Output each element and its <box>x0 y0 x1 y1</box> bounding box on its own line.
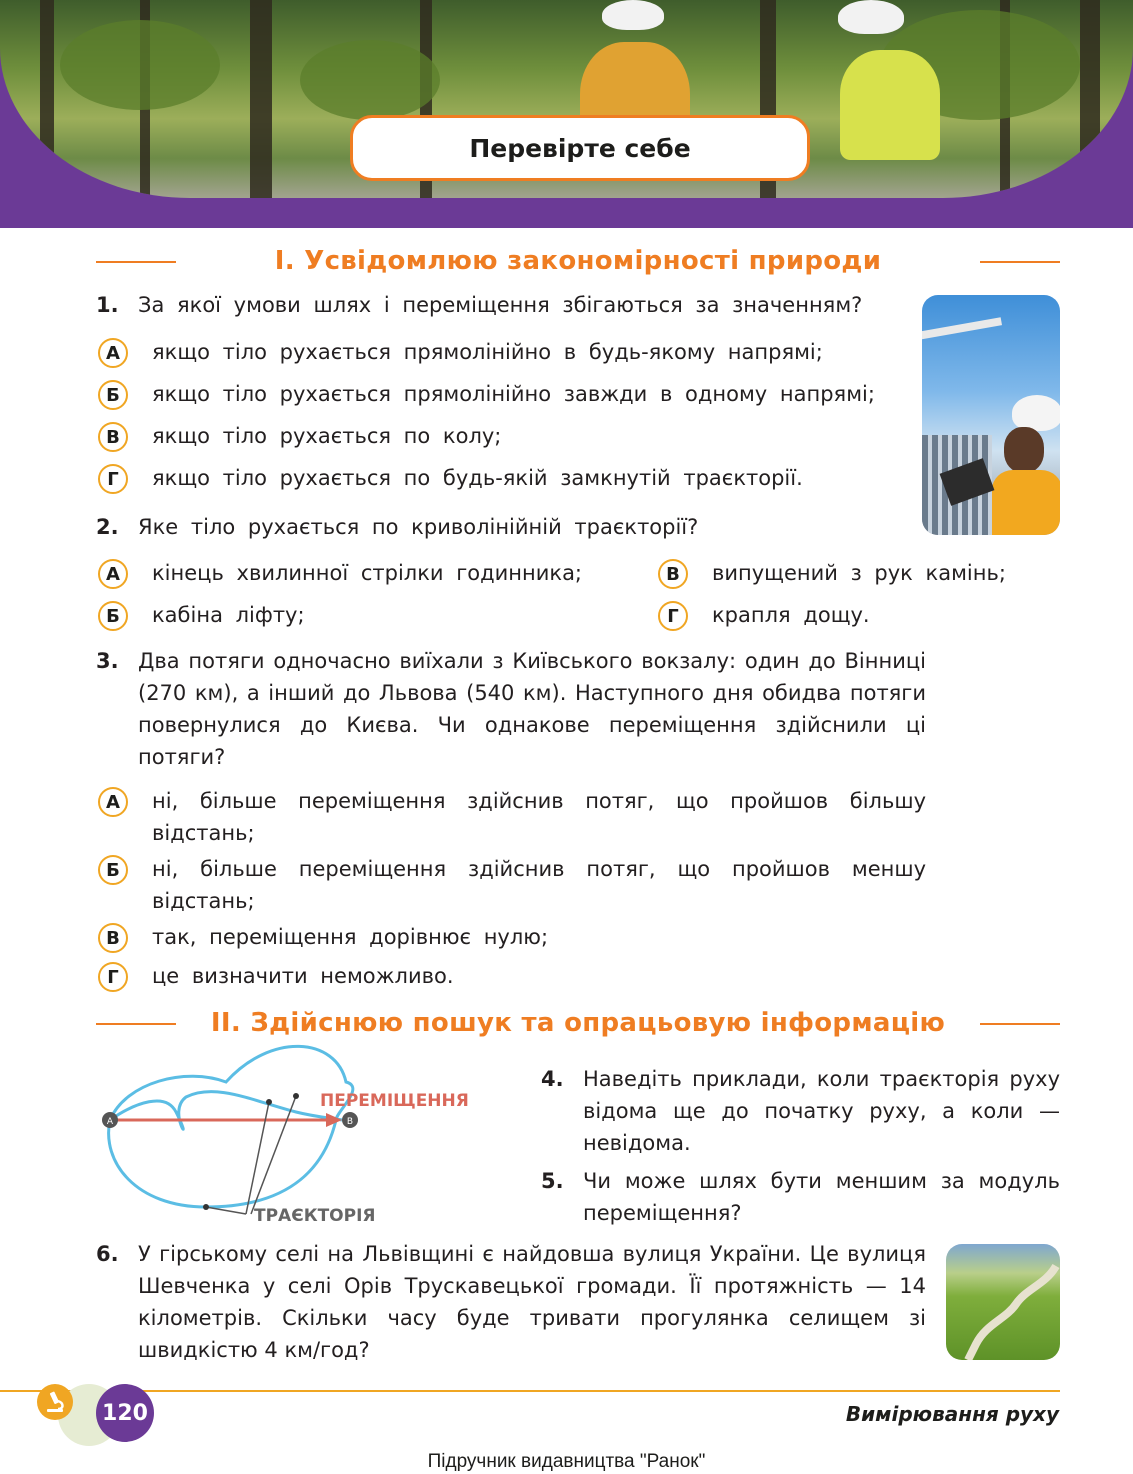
q2-text: Яке тіло рухається по криволінійній траєкторії? <box>138 515 699 539</box>
q2-option-c-badge: В <box>658 559 688 589</box>
q2-option-b: кабіна ліфту; <box>152 603 305 627</box>
q1-option-b: якщо тіло рухається прямолінійно завжди в одному напрямі; <box>152 382 875 406</box>
section-2-title: II. Здійснюю пошук та опрацьовую інформацію <box>210 1008 946 1038</box>
q1-number: 1. <box>96 293 119 317</box>
q2-option-b-badge: Б <box>98 601 128 631</box>
trajectory-curve <box>106 1046 353 1207</box>
q3-text: Два потяги одночасно виїхали з Київського вокзалу: один до Вінниці (270 км), а інший до Львова (540 км). Наступного дня обидва потяги повернулися до Києва. Чи однакове переміщення здійснили ці потяги? <box>138 649 926 769</box>
section-1-title: I. Усвідомлюю закономірності природи <box>274 246 882 276</box>
page-title-box <box>350 115 810 181</box>
q1-option-d: якщо тіло рухається по будь-якій замкнутій траєкторії. <box>152 466 803 490</box>
q3-option-c-badge: В <box>98 923 128 953</box>
point-a-label: A <box>106 1117 114 1127</box>
q3-number: 3. <box>96 649 119 673</box>
road-photo <box>946 1244 1060 1360</box>
q1-option-a-badge: А <box>98 338 128 368</box>
q3-option-b-badge: Б <box>98 855 128 885</box>
q4-number: 4. <box>541 1067 564 1091</box>
q3-option-a: ні, більше переміщення здійснив потяг, що пройшов більшу відстань; <box>152 789 926 845</box>
q2-option-a-badge: А <box>98 559 128 589</box>
pointer-line-3 <box>206 1207 246 1214</box>
q1-option-c: якщо тіло рухається по колу; <box>152 424 502 448</box>
q1-option-c-badge: В <box>98 422 128 452</box>
trajectory-label: ТРАЄКТОРІЯ <box>254 1206 376 1226</box>
q2-option-d: крапля дощу. <box>712 603 870 627</box>
q5-number: 5. <box>541 1169 564 1193</box>
trajectory-diagram <box>96 1042 516 1232</box>
q6-text: У гірському селі на Львівщині є найдовша вулиця України. Це вулиця Шевченка у селі Орів Трускавецької громади. Її протяжність — 14 кілометрів. Скільки часу буде тривати прогулянка селищем зі швидкістю 4 км/год? <box>138 1242 926 1362</box>
q2-option-c: випущений з рук камінь; <box>712 561 1006 585</box>
q3-option-d-badge: Г <box>98 962 128 992</box>
q6-number: 6. <box>96 1242 119 1266</box>
q1-text: За якої умови шлях і переміщення збігаються за значенням? <box>138 293 863 317</box>
displacement-label: ПЕРЕМІЩЕННЯ <box>320 1091 469 1111</box>
engineer-photo <box>922 295 1060 535</box>
point-b-label: B <box>346 1117 354 1127</box>
footer-divider <box>0 1390 1060 1392</box>
q1-option-a: якщо тіло рухається прямолінійно в будь-якому напрямі; <box>152 340 823 364</box>
q3-option-b: ні, більше переміщення здійснив потяг, що пройшов меншу відстань; <box>152 857 926 913</box>
q4-text: Наведіть приклади, коли траєкторія руху відома ще до початку руху, а коли — невідома. <box>583 1067 1060 1155</box>
section-2-heading <box>96 1004 1060 1044</box>
page-number: 120 <box>96 1384 154 1442</box>
q2-number: 2. <box>96 515 119 539</box>
q3-option-a-badge: А <box>98 787 128 817</box>
publisher-note: Підручник видавництва "Ранок" <box>427 1451 706 1472</box>
chapter-title: Вимірювання руху <box>845 1402 1059 1426</box>
header-banner <box>0 0 1133 228</box>
q1-option-b-badge: Б <box>98 380 128 410</box>
trajectory-inner-loop <box>110 1092 342 1130</box>
q3-option-c: так, переміщення дорівнює нулю; <box>152 925 549 949</box>
q2-option-a: кінець хвилинної стрілки годинника; <box>152 561 583 585</box>
section-1-heading <box>96 242 1060 282</box>
q1-option-d-badge: Г <box>98 464 128 494</box>
microscope-icon <box>37 1384 73 1420</box>
q5-text: Чи може шлях бути меншим за модуль переміщення? <box>583 1169 1060 1225</box>
q3-option-d: це визначити неможливо. <box>152 964 454 988</box>
page-title: Перевірте себе <box>469 133 691 163</box>
q2-option-d-badge: Г <box>658 601 688 631</box>
